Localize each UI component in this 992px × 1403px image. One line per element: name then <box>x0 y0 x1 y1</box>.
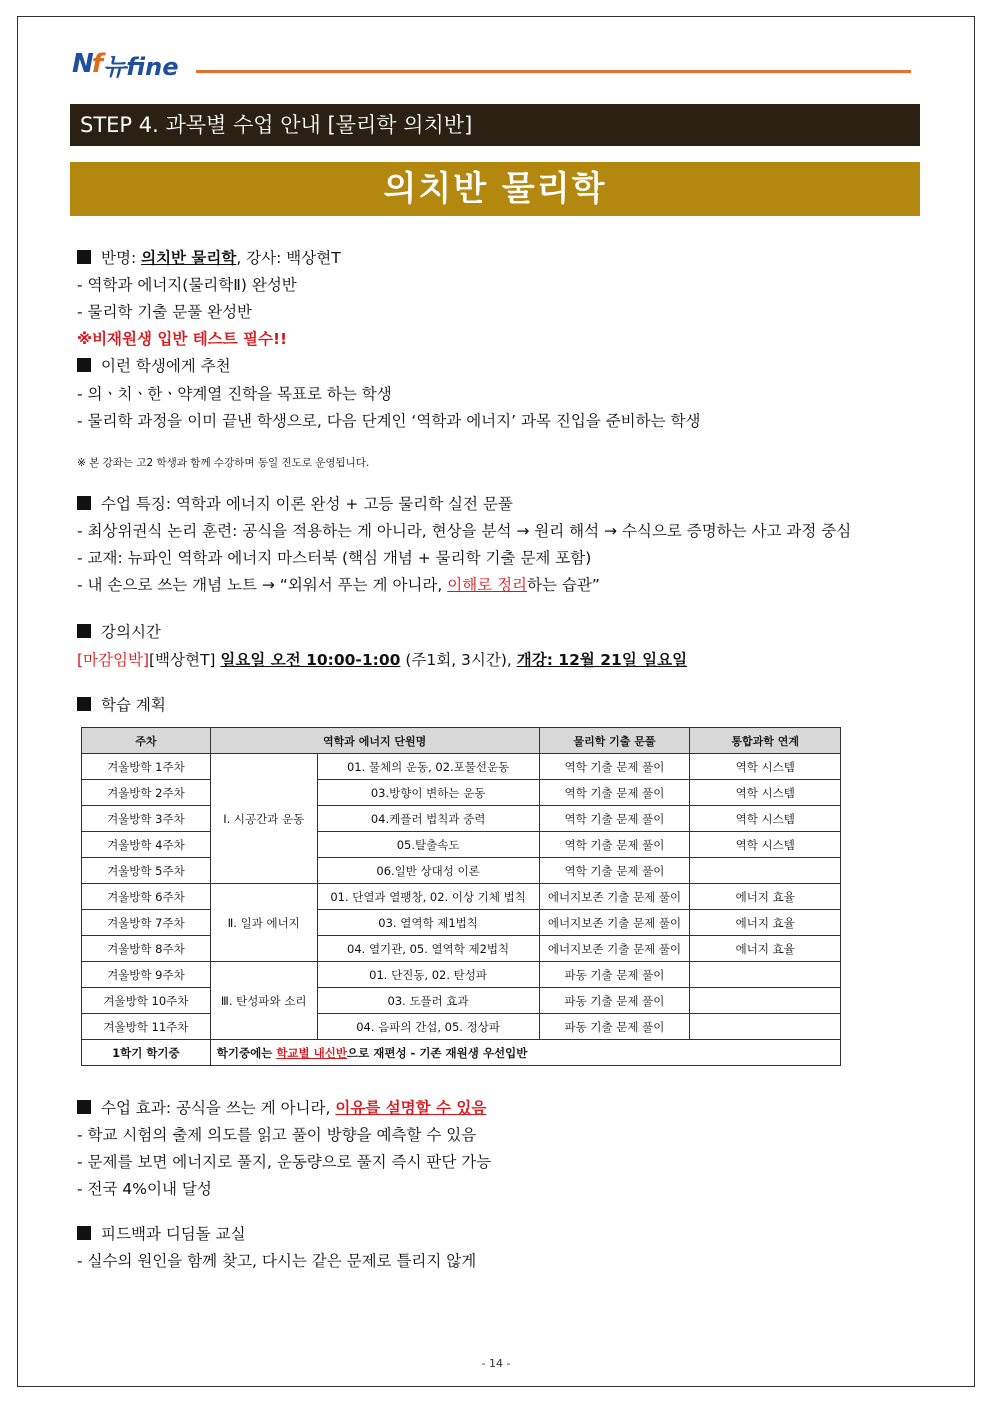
list-item: - 물리학 기출 문풀 완성반 <box>77 303 253 321</box>
link-cell <box>690 858 841 884</box>
plan-heading: 학습 계획 <box>77 693 166 715</box>
practice-cell: 파동 기출 문제 풀이 <box>539 1014 690 1040</box>
logo-word: 뉴fine <box>103 52 179 81</box>
table-row-semester <box>82 1040 841 1066</box>
practice-cell: 역학 기출 문제 풀이 <box>539 806 690 832</box>
list-item: - 문제를 보면 에너지로 풀지, 운동량으로 풀지 즉시 판단 가능 <box>77 1153 492 1171</box>
chapter-cell: 01. 단진동, 02. 탄성파 <box>317 962 539 988</box>
table-row <box>82 1014 841 1040</box>
link-cell: 에너지 효율 <box>690 884 841 910</box>
list-item: - 교재: 뉴파인 역학과 에너지 마스터북 (핵심 개념 + 물리학 기출 문제 포함) <box>77 549 592 567</box>
week-cell: 겨울방학 6주차 <box>82 884 211 910</box>
chapter-cell: 03. 도플러 효과 <box>317 988 539 1014</box>
table-row <box>82 936 841 962</box>
unit-cell: Ⅰ. 시공간과 운동 <box>210 754 317 884</box>
practice-cell: 에너지보존 기출 문제 풀이 <box>539 910 690 936</box>
week-cell: 겨울방학 7주차 <box>82 910 211 936</box>
link-cell: 에너지 효율 <box>690 936 841 962</box>
logo <box>72 48 179 80</box>
chapter-cell: 04.케플러 법칙과 중력 <box>317 806 539 832</box>
table-row <box>82 832 841 858</box>
practice-cell: 에너지보존 기출 문제 풀이 <box>539 936 690 962</box>
link-cell: 역학 시스템 <box>690 806 841 832</box>
practice-cell: 에너지보존 기출 문제 풀이 <box>539 884 690 910</box>
link-cell <box>690 962 841 988</box>
features-heading: 수업 특징: 역학과 에너지 이론 완성 + 고등 물리학 실전 문풀 <box>77 492 513 514</box>
table-row <box>82 754 841 780</box>
chapter-cell: 04. 열기관, 05. 열역학 제2법칙 <box>317 936 539 962</box>
week-cell: 겨울방학 4주차 <box>82 832 211 858</box>
practice-cell: 역학 기출 문제 풀이 <box>539 858 690 884</box>
class-name-heading: 반명: 의치반 물리학, 강사: 백상현T <box>77 246 341 268</box>
study-plan-table <box>81 727 841 1066</box>
table-row <box>82 988 841 1014</box>
column-header: 역학과 에너지 단원명 <box>210 728 539 754</box>
unit-cell: Ⅲ. 탄성파와 소리 <box>210 962 317 1040</box>
bullet-square-icon <box>77 624 91 638</box>
link-cell: 역학 시스템 <box>690 832 841 858</box>
table-header-row <box>82 728 841 754</box>
bullet-square-icon <box>77 496 91 510</box>
week-cell: 겨울방학 3주차 <box>82 806 211 832</box>
list-item: - 실수의 원인을 함께 찾고, 다시는 같은 문제로 틀리지 않게 <box>77 1252 477 1270</box>
schedule-line: [마감임박][백상현T] 일요일 오전 10:00-1:00 (주1회, 3시간), 개강: 12월 21일 일요일 <box>77 651 688 669</box>
list-item: - 전국 4%이내 달성 <box>77 1180 212 1198</box>
table-row <box>82 780 841 806</box>
link-cell: 에너지 효율 <box>690 910 841 936</box>
week-cell: 겨울방학 9주차 <box>82 962 211 988</box>
column-header: 통합과학 연계 <box>690 728 841 754</box>
week-cell: 겨울방학 2주차 <box>82 780 211 806</box>
list-item: - 학교 시험의 출제 의도를 읽고 풀이 방향을 예측할 수 있음 <box>77 1126 477 1144</box>
chapter-cell: 01. 단열과 열팽창, 02. 이상 기체 법칙 <box>317 884 539 910</box>
list-item: - 최상위권식 논리 훈련: 공식을 적용하는 게 아니라, 현상을 분석 → 원리 해석 → 수식으로 증명하는 사고 과정 중심 <box>77 522 852 540</box>
chapter-cell: 04. 음파의 간섭, 05. 정상파 <box>317 1014 539 1040</box>
week-cell: 1학기 학기중 <box>82 1040 211 1066</box>
feedback-heading: 피드백과 디딤돌 교실 <box>77 1222 246 1244</box>
practice-cell: 파동 기출 문제 풀이 <box>539 988 690 1014</box>
bullet-square-icon <box>77 1100 91 1114</box>
chapter-cell: 03. 열역학 제1법칙 <box>317 910 539 936</box>
bullet-square-icon <box>77 358 91 372</box>
list-item: - 내 손으로 쓰는 개념 노트 → “외워서 푸는 게 아니라, 이해로 정리하는 습관” <box>77 576 600 594</box>
link-cell: 역학 시스템 <box>690 754 841 780</box>
table-row <box>82 962 841 988</box>
week-cell: 겨울방학 10주차 <box>82 988 211 1014</box>
week-cell: 겨울방학 8주차 <box>82 936 211 962</box>
week-cell: 겨울방학 1주차 <box>82 754 211 780</box>
banner-title: 의치반 물리학 <box>70 162 920 216</box>
step-title: STEP 4. 과목별 수업 안내 [물리학 의치반] <box>70 104 920 146</box>
link-cell <box>690 1014 841 1040</box>
chapter-cell: 03.방향이 변하는 운동 <box>317 780 539 806</box>
logo-mark: Nf <box>72 49 102 79</box>
column-header: 주차 <box>82 728 211 754</box>
table-row <box>82 858 841 884</box>
entry-test-notice: ※비재원생 입반 테스트 필수!! <box>77 330 288 348</box>
chapter-cell: 05.탈출속도 <box>317 832 539 858</box>
list-item: - 물리학 과정을 이미 끝낸 학생으로, 다음 단계인 ‘역학과 에너지’ 과목 진입을 준비하는 학생 <box>77 412 701 430</box>
chapter-cell: 06.일반 상대성 이론 <box>317 858 539 884</box>
practice-cell: 파동 기출 문제 풀이 <box>539 962 690 988</box>
list-item: - 의ㆍ치ㆍ한ㆍ약계열 진학을 목표로 하는 학생 <box>77 385 392 403</box>
course-note: ※ 본 강좌는 고2 학생과 함께 수강하며 동일 진도로 운영됩니다. <box>77 457 370 469</box>
link-cell: 역학 시스템 <box>690 780 841 806</box>
list-item: - 역학과 에너지(물리학Ⅱ) 완성반 <box>77 276 297 294</box>
recommend-heading: 이런 학생에게 추천 <box>77 354 231 376</box>
page-number: - 14 - <box>481 1357 511 1370</box>
unit-cell: Ⅱ. 일과 에너지 <box>210 884 317 962</box>
chapter-cell: 01. 물체의 운동, 02.포물선운동 <box>317 754 539 780</box>
practice-cell: 역학 기출 문제 풀이 <box>539 754 690 780</box>
practice-cell: 역학 기출 문제 풀이 <box>539 832 690 858</box>
bullet-square-icon <box>77 697 91 711</box>
column-header: 물리학 기출 문풀 <box>539 728 690 754</box>
practice-cell: 역학 기출 문제 풀이 <box>539 780 690 806</box>
bullet-square-icon <box>77 250 91 264</box>
week-cell: 겨울방학 11주차 <box>82 1014 211 1040</box>
semester-note-cell: 학기중에는 학교별 내신반으로 재편성 - 기존 재원생 우선입반 <box>210 1040 840 1066</box>
link-cell <box>690 988 841 1014</box>
schedule-heading: 강의시간 <box>77 620 161 642</box>
table-row <box>82 884 841 910</box>
table-row <box>82 806 841 832</box>
week-cell: 겨울방학 5주차 <box>82 858 211 884</box>
effects-heading: 수업 효과: 공식을 쓰는 게 아니라, 이유를 설명할 수 있음 <box>77 1096 486 1118</box>
deadline-badge: [마감임박] <box>77 651 149 669</box>
header-divider <box>196 70 911 73</box>
bullet-square-icon <box>77 1226 91 1240</box>
table-row <box>82 910 841 936</box>
